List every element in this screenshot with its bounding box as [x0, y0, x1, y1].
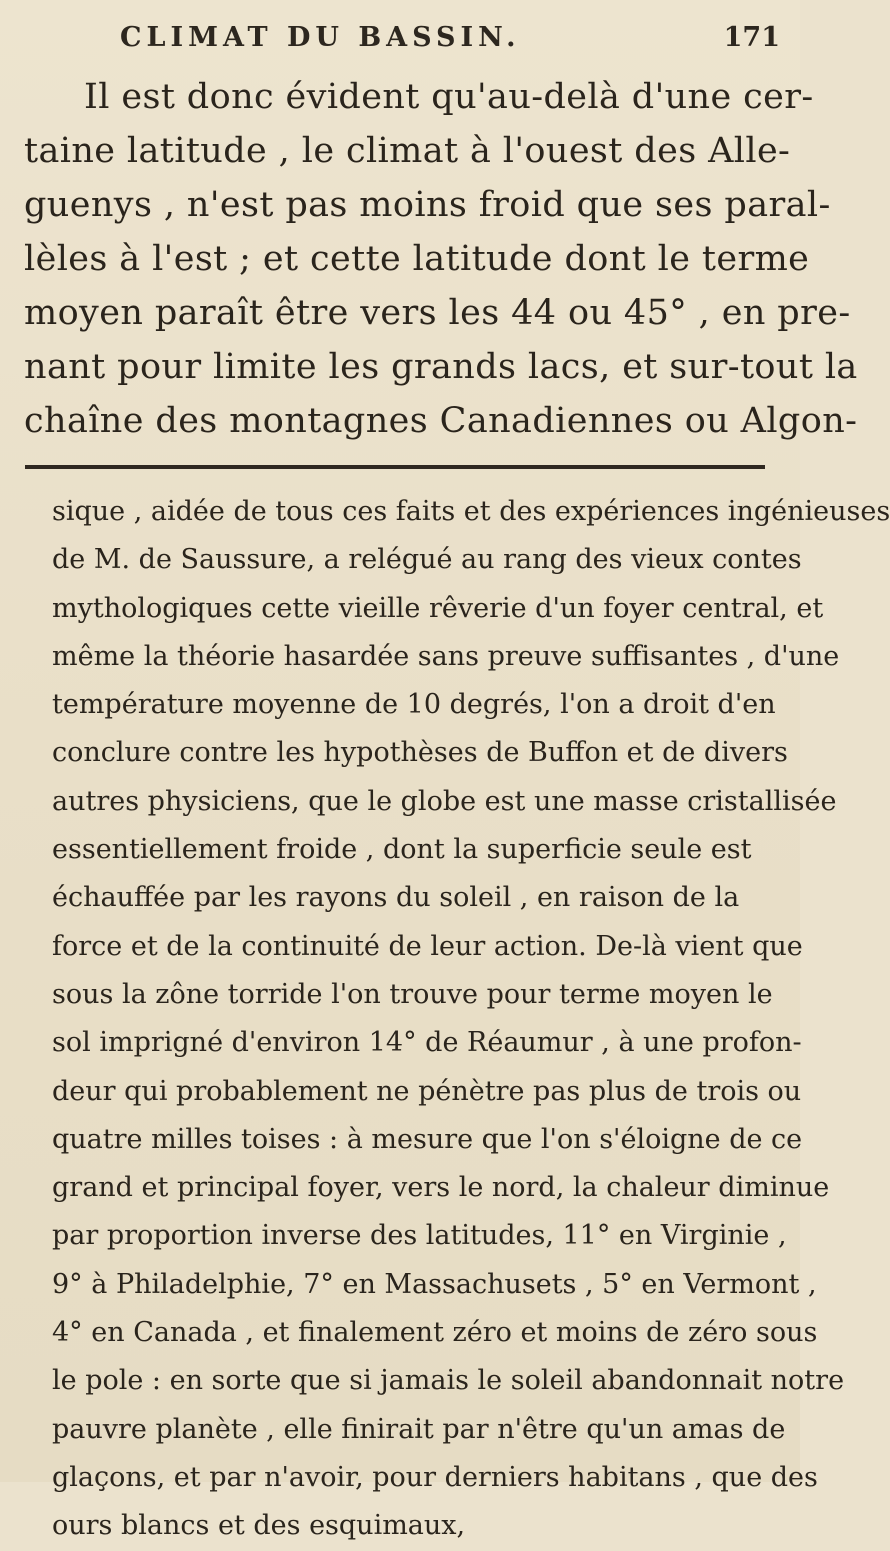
footnote-line: mythologiques cette vieille rêverie d'un foyer central, et	[52, 592, 824, 624]
footnote-line: échauffée par les rayons du soleil , en raison de la	[52, 882, 740, 914]
footnote-line: 9° à Philadelphie, 7° en Massachusets , 5° en Vermont ,	[52, 1268, 817, 1300]
text-line: chaîne des montagnes Canadiennes ou Algon-	[24, 401, 858, 441]
text-line: Il est donc évident qu'au-delà d'une cer-	[84, 77, 814, 117]
footnote-paragraph	[52, 488, 890, 1551]
footnote-line: grand et principal foyer, vers le nord, la chaleur diminue	[52, 1172, 830, 1204]
footnote-divider	[25, 465, 765, 469]
main-text-paragraph	[24, 70, 858, 448]
footnote-line: de M. de Saussure, a relégué au rang des vieux contes	[52, 544, 802, 576]
footnote-line: ours blancs et des esquimaux,	[52, 1510, 466, 1542]
footnote-line: force et de la continuité de leur action. De-là vient que	[52, 930, 803, 962]
text-line: taine latitude , le climat à l'ouest des Alle-	[24, 131, 791, 171]
footnote-line: même la théorie hasardée sans preuve suffisantes , d'une	[52, 640, 840, 672]
footnote-line: quatre milles toises : à mesure que l'on s'éloigne de ce	[52, 1123, 803, 1155]
footnote-line: autres physiciens, que le globe est une masse cristallisée	[52, 785, 837, 817]
footnote-line: 4° en Canada , et finalement zéro et moins de zéro sous	[52, 1317, 818, 1349]
footnote-line: sol imprigné d'environ 14° de Réaumur , à une profon-	[52, 1027, 802, 1059]
footnote-line: deur qui probablement ne pénètre pas plus de trois ou	[52, 1075, 802, 1107]
footnote-line: le pole : en sorte que si jamais le soleil abandonnait notre	[52, 1365, 845, 1397]
footnote-line: par proportion inverse des latitudes, 11° en Virginie ,	[52, 1220, 787, 1252]
text-line: nant pour limite les grands lacs, et sur-tout la	[24, 347, 858, 387]
footnote-line: pauvre planète , elle finirait par n'être qu'un amas de	[52, 1413, 786, 1445]
footnote-line: glaçons, et par n'avoir, pour derniers habitans , que des	[52, 1461, 818, 1493]
footnote-line: essentiellement froide , dont la superficie seule est	[52, 834, 752, 866]
running-title: CLIMAT DU BASSIN.	[120, 22, 521, 53]
footnote-line: conclure contre les hypothèses de Buffon et de divers	[52, 737, 788, 769]
page-number: 171	[723, 22, 780, 53]
footnote-line: température moyenne de 10 degrés, l'on a droit d'en	[52, 689, 776, 721]
text-line: guenys , n'est pas moins froid que ses paral-	[24, 185, 831, 225]
text-line: lèles à l'est ; et cette latitude dont le terme	[24, 239, 810, 279]
footnote-line: sique , aidée de tous ces faits et des expériences ingénieuses	[52, 496, 890, 527]
running-head	[120, 22, 780, 62]
text-line: moyen paraît être vers les 44 ou 45° , en pre-	[24, 293, 851, 333]
footnote-line: sous la zône torride l'on trouve pour terme moyen le	[52, 978, 773, 1010]
